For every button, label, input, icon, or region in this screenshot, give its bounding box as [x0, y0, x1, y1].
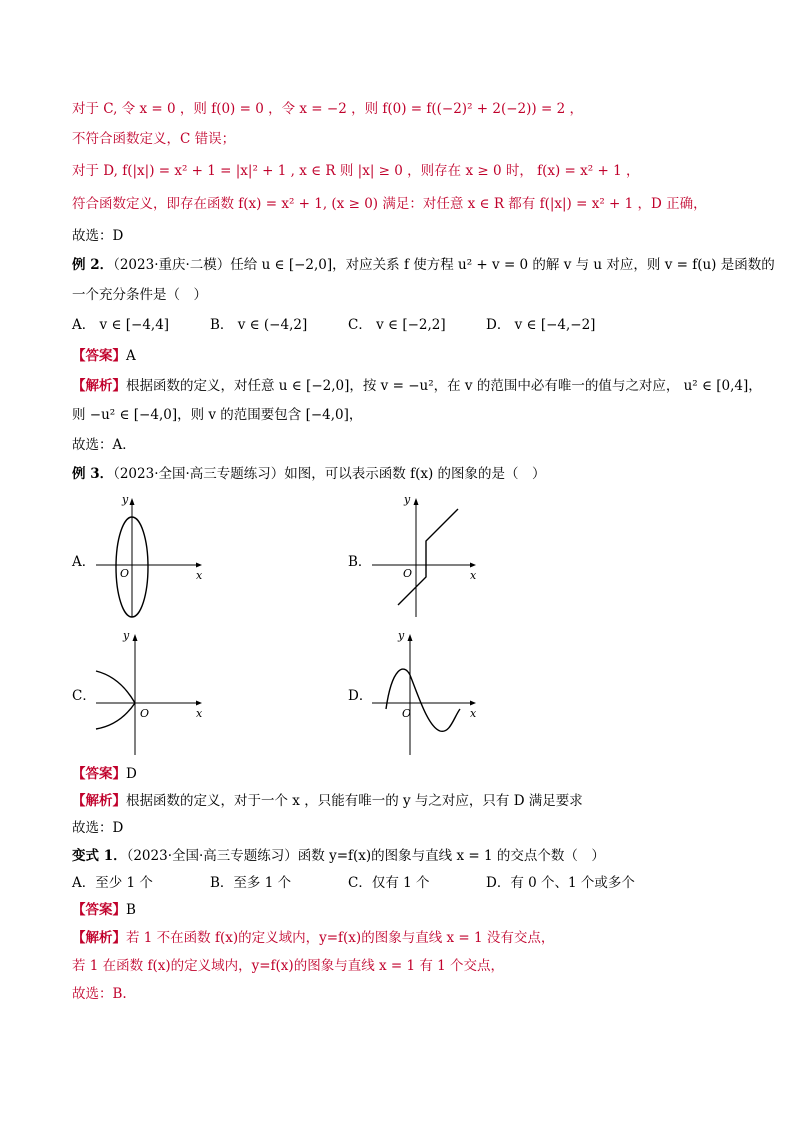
- ex2-stem-line-1: [72, 255, 775, 275]
- graph-a-y-label: y: [122, 493, 129, 506]
- graph-a-x-arrow: [196, 563, 202, 568]
- ex2-label: 例 2．: [72, 257, 114, 273]
- graph-c-origin: O: [140, 707, 150, 720]
- graph-c-x-arrow: [196, 701, 202, 706]
- var1-option-c: C．仅有 1 个: [348, 875, 430, 891]
- ex2-option-c: C． v ∈ [−2,2]: [348, 317, 446, 333]
- graph-a-origin: O: [120, 567, 130, 580]
- analysis-text: 若 1 不在函数 f(x)的定义域内，y=f(x)的图象与直线 x = 1 没有交点，: [126, 930, 555, 946]
- graph-c-curve: [96, 671, 135, 729]
- ex3-stem-text: （2023·全国·高三专题练习）如图，可以表示函数 f(x) 的图象的是（ ）: [113, 466, 546, 482]
- d-analysis-line-2: 符合函数定义，即存在函数 f(x) = x² + 1, (x ≥ 0) 满足：对任意 x ∈ R 都有 f(|x|) = x² + 1 ，D 正确，: [72, 196, 707, 212]
- graph-d-x-arrow: [470, 701, 476, 706]
- var1-option-a: A．至少 1 个: [72, 875, 153, 891]
- ex2-option-b: B． v ∈ (−4,2]: [210, 317, 308, 333]
- answer-tag: 【答案】: [72, 348, 126, 364]
- graph-b-x-label: x: [470, 569, 477, 582]
- var1-option-d: D．有 0 个、1 个或多个: [486, 875, 635, 891]
- ex2-answer: [72, 346, 136, 366]
- graph-b: [366, 493, 486, 619]
- var1-analysis-line-1: [72, 928, 554, 948]
- graph-a: [90, 493, 210, 619]
- graph-b-origin: O: [403, 567, 413, 580]
- ex2-stem-line-2: 一个充分条件是（ ）: [72, 287, 207, 303]
- var1-analysis-line-2: 若 1 在函数 f(x)的定义域内，y=f(x)的图象与直线 x = 1 有 1 个交点，: [72, 958, 505, 974]
- answer-pick-d: 故选：D: [72, 228, 124, 244]
- graph-a-label: A．: [72, 554, 96, 570]
- ex2-pick: 故选：A．: [72, 437, 136, 453]
- ex3-analysis: [72, 791, 583, 811]
- graph-d-origin: O: [402, 707, 412, 720]
- graph-d-y-label: y: [398, 629, 405, 642]
- graph-b-x-arrow: [470, 563, 476, 568]
- graph-d-curve: [386, 669, 460, 731]
- var1-answer: [72, 900, 136, 920]
- analysis-text: 根据函数的定义，对任意 u ∈ [−2,0]，按 v = −u²，在 v 的范围中必有唯一的值与之对应， u² ∈ [0,4]，: [126, 378, 762, 394]
- graph-d-label: D．: [348, 688, 373, 704]
- graph-c-x-label: x: [196, 707, 203, 720]
- answer-value: A: [126, 348, 136, 364]
- d-analysis-line-1: 对于 D, f(|x|) = x² + 1 = |x|² + 1 , x ∈ R 则 |x| ≥ 0 ，则存在 x ≥ 0 时， f(x) = x² + 1 ，: [72, 163, 640, 179]
- analysis-tag: 【解析】: [72, 793, 126, 809]
- answer-tag: 【答案】: [72, 766, 126, 782]
- graph-d-x-label: x: [470, 707, 477, 720]
- ex2-option-a: A． v ∈ [−4,4]: [72, 317, 170, 333]
- c-analysis-line-1: 对于 C, 令 x = 0 ，则 f(0) = 0 ，令 x = −2 ，则 f(0) = f((−2)² + 2(−2)) = 2 ，: [72, 101, 583, 117]
- graph-a-y-arrow: [130, 498, 135, 505]
- answer-tag: 【答案】: [72, 902, 126, 918]
- graph-a-x-label: x: [196, 569, 203, 582]
- graph-c: [90, 627, 210, 757]
- graph-c-y-arrow: [133, 634, 138, 641]
- ex2-option-d: D． v ∈ [−4,−2]: [486, 317, 596, 333]
- var1-option-b: B．至多 1 个: [210, 875, 292, 891]
- ex3-pick: 故选：D: [72, 820, 124, 836]
- ex3-stem-line: [72, 464, 546, 484]
- ex2-analysis-line-2: 则 −u² ∈ [−4,0]，则 v 的范围要包含 [−4,0]，: [72, 407, 363, 423]
- ex3-label: 例 3．: [72, 466, 114, 482]
- graph-b-curve: [398, 509, 458, 605]
- ex3-answer: [72, 764, 137, 784]
- analysis-tag: 【解析】: [72, 378, 126, 394]
- graph-b-y-label: y: [404, 493, 411, 506]
- answer-value: D: [126, 766, 137, 782]
- ex2-stem-text: （2023·重庆·二模）任给 u ∈ [−2,0]，对应关系 f 使方程 u² + v = 0 的解 v 与 u 对应，则 v = f(u) 是函数的: [113, 257, 775, 273]
- ex2-analysis-line-1: [72, 376, 762, 396]
- graph-b-label: B．: [348, 554, 372, 570]
- analysis-tag: 【解析】: [72, 930, 126, 946]
- graph-c-label: C．: [72, 688, 96, 704]
- answer-value: B: [126, 902, 136, 918]
- var1-pick: 故选：B.: [72, 986, 127, 1002]
- analysis-text: 根据函数的定义，对于一个 x ，只能有唯一的 y 与之对应，只有 D 满足要求: [126, 793, 583, 809]
- graph-d: [366, 627, 486, 757]
- graph-d-y-arrow: [408, 634, 413, 641]
- graph-b-y-arrow: [414, 498, 419, 505]
- var1-stem-text: （2023·全国·高三专题练习）函数 y=f(x)的图象与直线 x = 1 的交点个数（ ）: [126, 848, 605, 864]
- c-analysis-line-2: 不符合函数定义，C 错误；: [72, 131, 236, 147]
- graph-c-y-label: y: [123, 629, 130, 642]
- var1-label: 变式 1．: [72, 848, 127, 864]
- var1-stem-line: [72, 846, 605, 866]
